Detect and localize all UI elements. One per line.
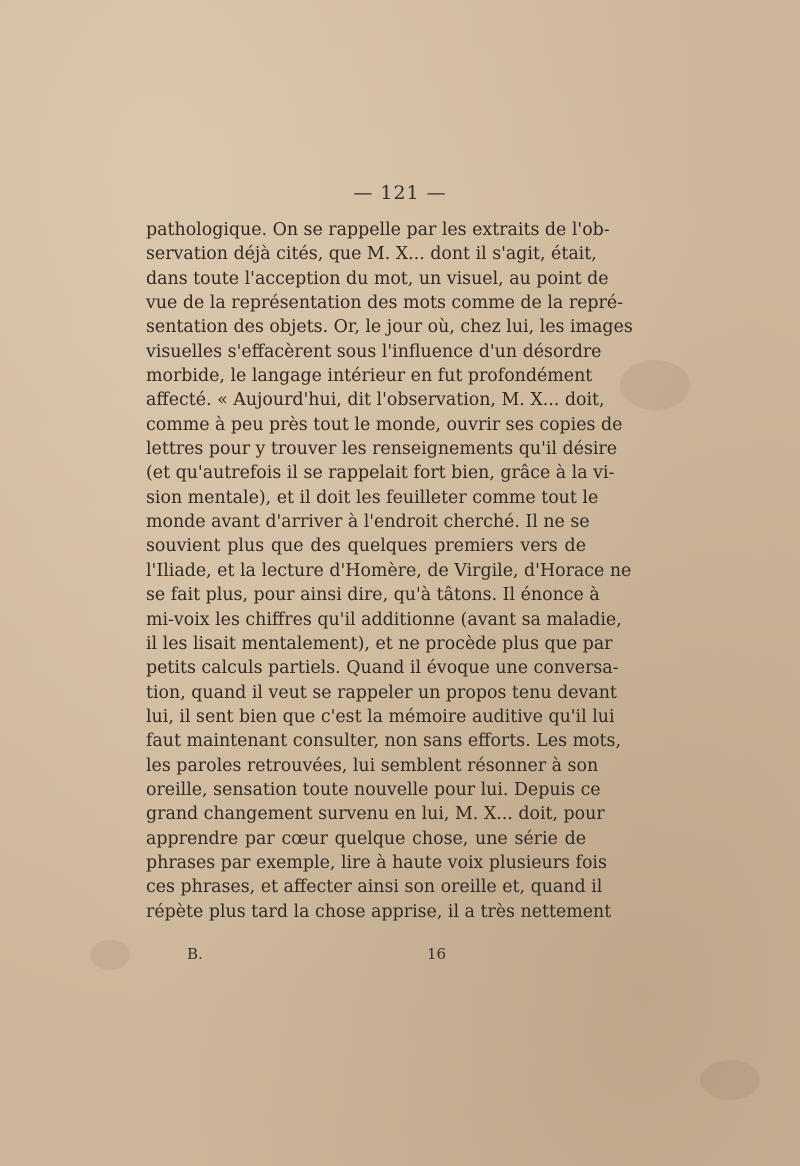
text-line: morbide, le langage intérieur en fut profondément: [146, 366, 593, 387]
text-line: oreille, sensation toute nouvelle pour lui. Depuis ce: [146, 779, 601, 800]
paper-stain: [620, 360, 690, 410]
text-line: se fait plus, pour ainsi dire, qu'à tâtons. Il énonce à: [146, 585, 600, 606]
page-footer: [0, 945, 800, 969]
text-line: vue de la représentation des mots comme de la repré-: [146, 293, 624, 314]
text-line: phrases par exemple, lire à haute voix plusieurs fois: [146, 852, 607, 873]
text-line: dans toute l'acception du mot, un visuel, au point de: [146, 268, 609, 289]
text-line: lettres pour y trouver les renseignements qu'il désire: [146, 439, 618, 460]
signature-mark: B.: [187, 945, 203, 963]
text-line: pathologique. On se rappelle par les extraits de l'ob-: [146, 220, 610, 240]
text-line: répète plus tard la chose apprise, il a très nettement: [146, 901, 612, 922]
text-line: comme à peu près tout le monde, ouvrir ses copies de: [146, 414, 623, 435]
text-line: souvient plus que des quelques premiers vers de: [146, 536, 586, 557]
text-line: grand changement survenu en lui, M. X... doit, pour: [146, 804, 605, 825]
text-line: monde avant d'arriver à l'endroit cherché. Il ne se: [146, 512, 590, 533]
paper-stain: [700, 1060, 760, 1100]
text-line: visuelles s'effacèrent sous l'influence d'un désordre: [146, 341, 602, 362]
text-line: il les lisait mentalement), et ne procède plus que par: [146, 633, 613, 654]
text-line: apprendre par cœur quelque chose, une série de: [146, 828, 586, 849]
text-line: faut maintenant consulter, non sans efforts. Les mots,: [146, 731, 621, 752]
text-line: ces phrases, et affecter ainsi son oreille et, quand il: [146, 877, 603, 898]
text-line: tion, quand il veut se rappeler un propos tenu devant: [146, 682, 617, 703]
text-line: affecté. « Aujourd'hui, dit l'observation, M. X... doit,: [146, 390, 605, 411]
text-line: sion mentale), et il doit les feuilleter comme tout le: [146, 487, 599, 508]
sheet-number: 16: [427, 945, 447, 963]
text-line: l'Iliade, et la lecture d'Homère, de Virgile, d'Horace ne: [146, 560, 632, 581]
body-text: [146, 218, 633, 924]
text-line: les paroles retrouvées, lui semblent résonner à son: [146, 755, 599, 776]
page-number: — 121 —: [353, 182, 447, 204]
text-line: sentation des objets. Or, le jour où, chez lui, les images: [146, 317, 633, 338]
text-line: (et qu'autrefois il se rappelait fort bien, grâce à la vi-: [146, 463, 615, 484]
text-line: lui, il sent bien que c'est la mémoire auditive qu'il lui: [146, 706, 615, 727]
text-line: servation déjà cités, que M. X... dont il s'agit, était,: [146, 244, 597, 265]
text-line: mi-voix les chiffres qu'il additionne (avant sa maladie,: [146, 609, 622, 630]
text-line: petits calculs partiels. Quand il évoque une conversa-: [146, 658, 619, 679]
